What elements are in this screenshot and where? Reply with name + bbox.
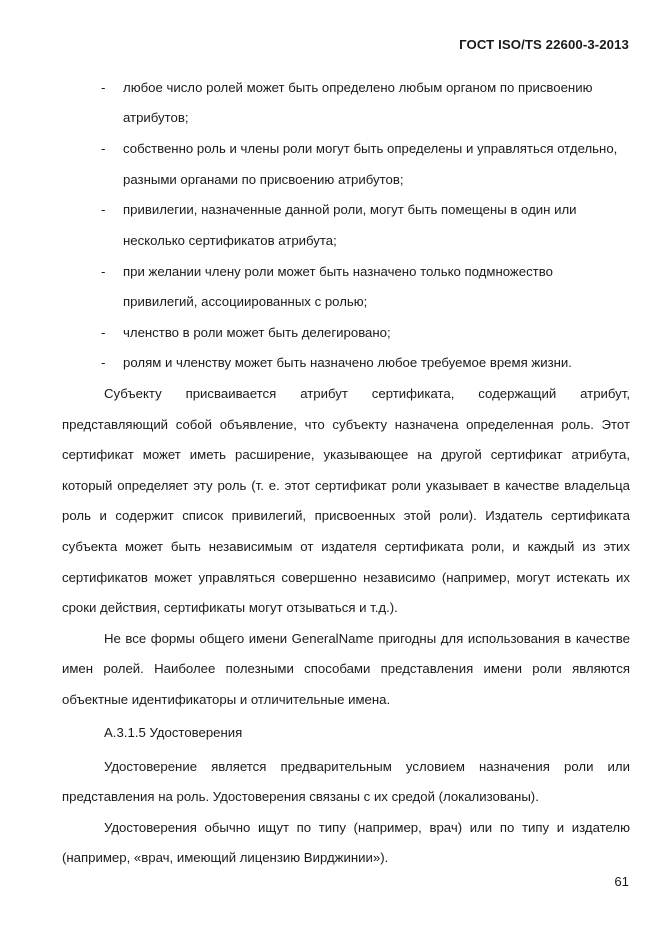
paragraph-line: Не все формы общего имени GeneralName пригодны для использования в качестве (104, 631, 630, 646)
list-item-text: привилегии, назначенные данной роли, могут быть помещены в один или (123, 202, 577, 217)
list-item-text: при желании члену роли может быть назначено только подмножество (123, 264, 553, 279)
paragraph-line: Удостоверение является предварительным условием назначения роли или (104, 759, 630, 774)
paragraph-line: (например, «врач, имеющий лицензию Вирджинии»). (62, 850, 389, 865)
list-item-text: членство в роли может быть делегировано; (123, 325, 391, 340)
bullet-marker: - (101, 325, 106, 340)
paragraph-line: сертификат может иметь расширение, указывающее на другой сертификат атрибута, (62, 447, 630, 462)
paragraph-line: представления на роль. Удостоверения связаны с их средой (локализованы). (62, 789, 539, 804)
list-item-text: собственно роль и члены роли могут быть определены и управляться отдельно, (123, 141, 618, 156)
paragraph-line: сертификатов может управляться совершенно независимо (например, могут истекать их (62, 570, 630, 585)
list-item-text: привилегий, ассоциированных с ролью; (123, 294, 368, 309)
list-item-text: атрибутов; (123, 110, 189, 125)
page-number: 61 (614, 874, 629, 889)
bullet-marker: - (101, 141, 106, 156)
paragraph-line: который определяет эту роль (т. е. этот сертификат роли указывает в качестве владельца (62, 478, 630, 493)
bullet-marker: - (101, 264, 106, 279)
paragraph-line: объектные идентификаторы и отличительные имена. (62, 692, 391, 707)
paragraph-line: имен ролей. Наиболее полезными способами представления имени роли являются (62, 661, 630, 676)
document-header: ГОСТ ISO/TS 22600-3-2013 (459, 37, 629, 52)
section-heading: А.3.1.5 Удостоверения (104, 725, 243, 740)
list-item-text: разными органами по присвоению атрибутов; (123, 172, 404, 187)
list-item-text: ролям и членству может быть назначено любое требуемое время жизни. (123, 355, 572, 370)
bullet-marker: - (101, 202, 106, 217)
paragraph-line: субъекта может быть независимым от издателя сертификата роли, и каждый из этих (62, 539, 630, 554)
bullet-marker: - (101, 80, 106, 95)
list-item-text: несколько сертификатов атрибута; (123, 233, 337, 248)
list-item-text: любое число ролей может быть определено любым органом по присвоению (123, 80, 593, 95)
bullet-marker: - (101, 355, 106, 370)
paragraph-line: Удостоверения обычно ищут по типу (например, врач) или по типу и издателю (104, 820, 630, 835)
paragraph-line: роль и содержит список привилегий, присвоенных этой роли). Издатель сертификата (62, 508, 630, 523)
paragraph-line: Субъекту присваивается атрибут сертификата, содержащий атрибут, (104, 386, 630, 401)
paragraph-line: представляющий собой объявление, что субъекту назначена определенная роль. Этот (62, 417, 630, 432)
paragraph-line: сроки действия, сертификаты могут отзываться и т.д.). (62, 600, 398, 615)
